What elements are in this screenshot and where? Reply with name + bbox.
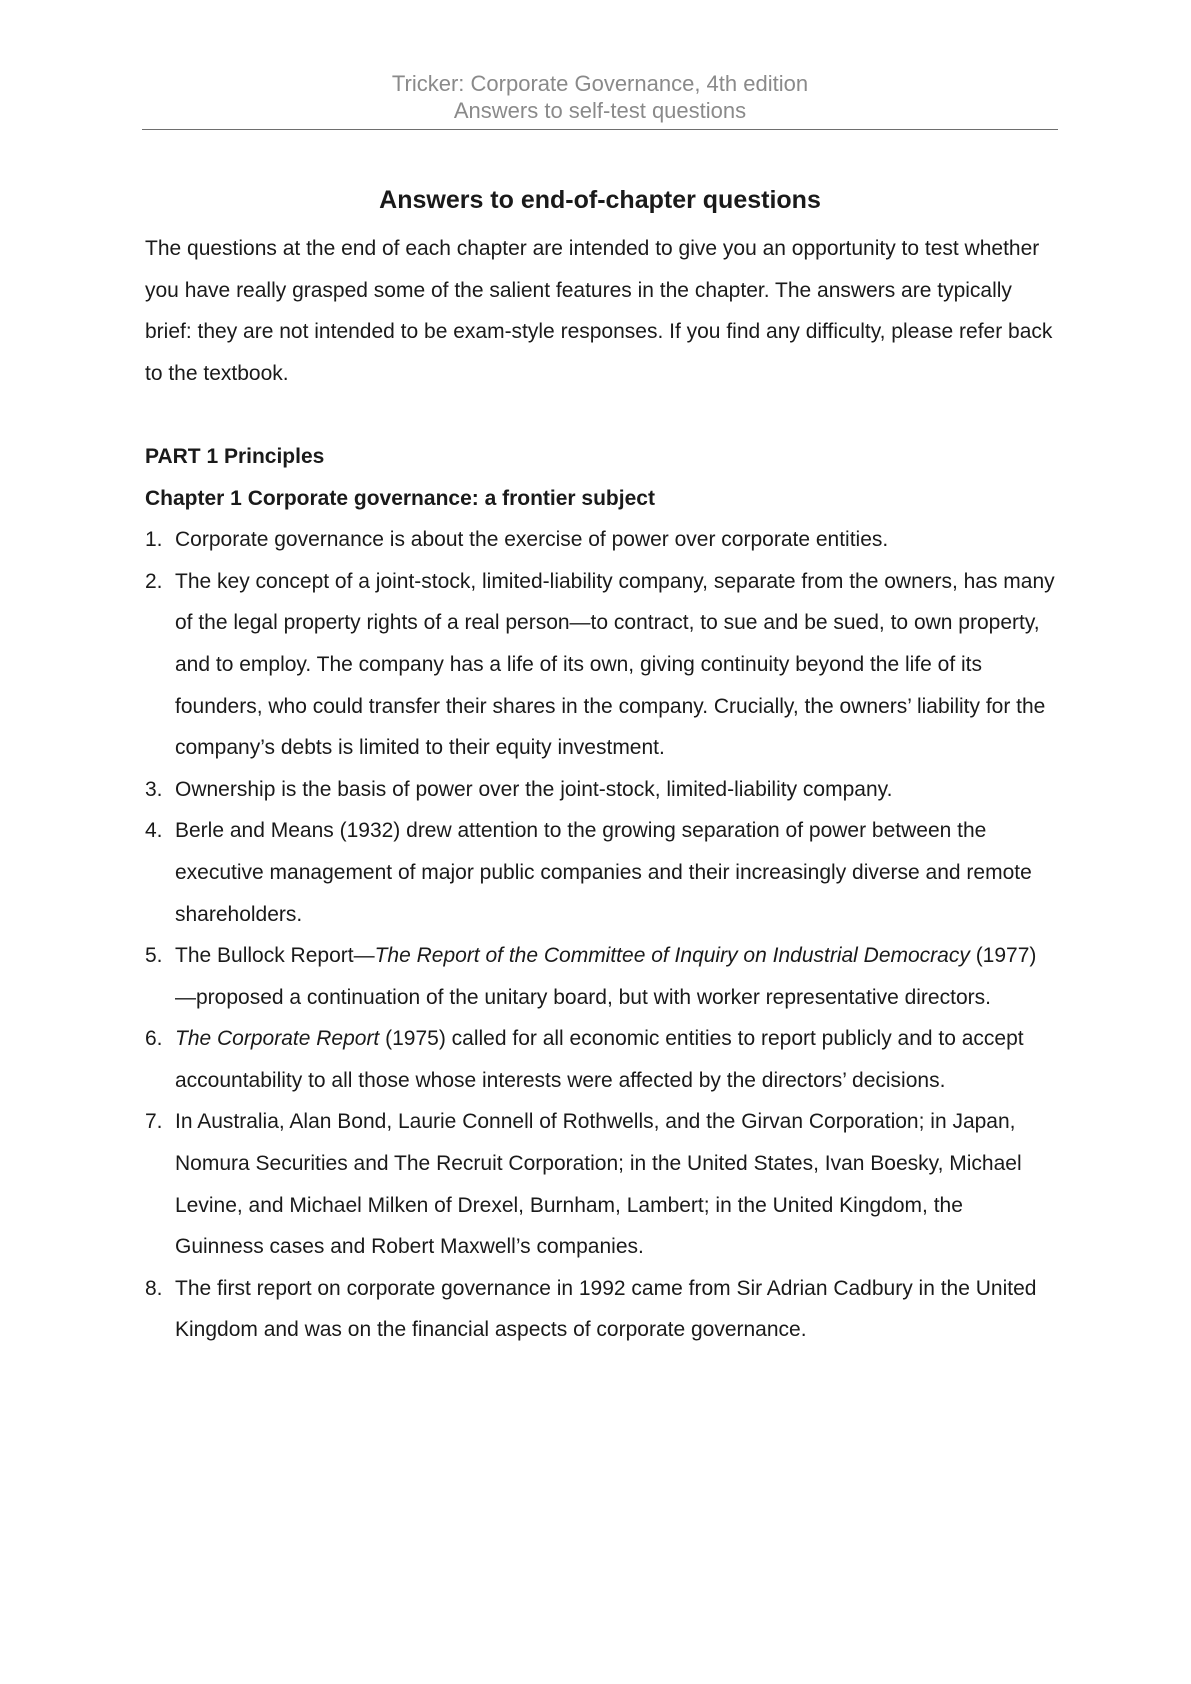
answer-item — [145, 1018, 1055, 1101]
answer-text: The first report on corporate governance in 1992 came from Sir Adrian Cadbury in the United Kingdom and was on the financial aspects of corporate governance. — [175, 1276, 1037, 1342]
answer-number: 2. — [145, 569, 163, 593]
answer-number: 6. — [145, 1027, 163, 1051]
intro-paragraph: The questions at the end of each chapter are intended to give you an opportunity to test whether you have really grasped some of the salient features in the chapter. The answers are typically brief: they are not intended to be exam-style responses. If you find any difficulty, please refer back to the textbook. — [145, 237, 1053, 385]
answer-list — [145, 519, 1055, 1351]
answer-number: 3. — [145, 777, 163, 801]
report-title: The Report of the Committee of Inquiry on Industrial Democracy — [374, 944, 970, 968]
running-header — [142, 70, 1058, 124]
answer-item — [145, 561, 1055, 769]
answer-text: Corporate governance is about the exercise of power over corporate entities. — [175, 528, 889, 552]
answer-item — [145, 810, 1055, 935]
answer-item — [145, 519, 1055, 561]
header-book-title: Tricker: Corporate Governance, 4th edition — [391, 71, 809, 96]
answer-number: 1. — [145, 528, 163, 552]
part-heading: PART 1 Principles — [145, 444, 325, 468]
answer-text: In Australia, Alan Bond, Laurie Connell of Rothwells, and the Girvan Corporation; in Japan, Nomura Securities and The Recruit Corporation; in the United States, Ivan Boesky, Michael Levine, and Michael Milken of Drexel, Burnham, Lambert; in the United Kingdom, the Guinness cases and Robert Maxwell’s companies. — [175, 1110, 1022, 1259]
answer-number: 8. — [145, 1276, 163, 1300]
header-subtitle: Answers to self-test questions — [453, 98, 747, 123]
answer-item — [145, 935, 1055, 1018]
answer-number: 4. — [145, 819, 163, 843]
page-title: Answers to end-of-chapter questions — [379, 186, 821, 214]
header-divider — [142, 129, 1058, 130]
answer-text: The key concept of a joint-stock, limited-liability company, separate from the owners, has many of the legal property rights of a real person—to contract, to sue and be sued, to own property, and to employ. The company has a life of its own, giving continuity beyond the life of its founders, who could transfer their shares in the company. Crucially, the owners’ liability for the company’s debts is limited to their equity investment. — [175, 569, 1055, 760]
answer-text-suffix: (1977)—proposed a continuation of the unitary board, but with worker representative directors. — [175, 944, 1037, 1009]
answer-text: Berle and Means (1932) drew attention to the growing separation of power between the executive management of major public companies and their increasingly diverse and remote shareholders. — [175, 819, 1032, 926]
report-title: The Corporate Report — [175, 1027, 380, 1051]
answer-text-prefix: The Bullock Report— — [175, 944, 375, 968]
answer-item — [145, 769, 1055, 811]
answer-text: Ownership is the basis of power over the joint-stock, limited-liability company. — [175, 777, 893, 801]
answer-text-suffix: (1975) called for all economic entities to report publicly and to accept accountability to all those whose interests were affected by the directors’ decisions. — [175, 1027, 1024, 1092]
answer-item — [145, 1101, 1055, 1267]
answer-number: 5. — [145, 944, 163, 968]
chapter-heading: Chapter 1 Corporate governance: a frontier subject — [145, 486, 655, 510]
answer-number: 7. — [145, 1110, 163, 1134]
document-body — [145, 228, 1055, 1351]
answer-item — [145, 1268, 1055, 1351]
